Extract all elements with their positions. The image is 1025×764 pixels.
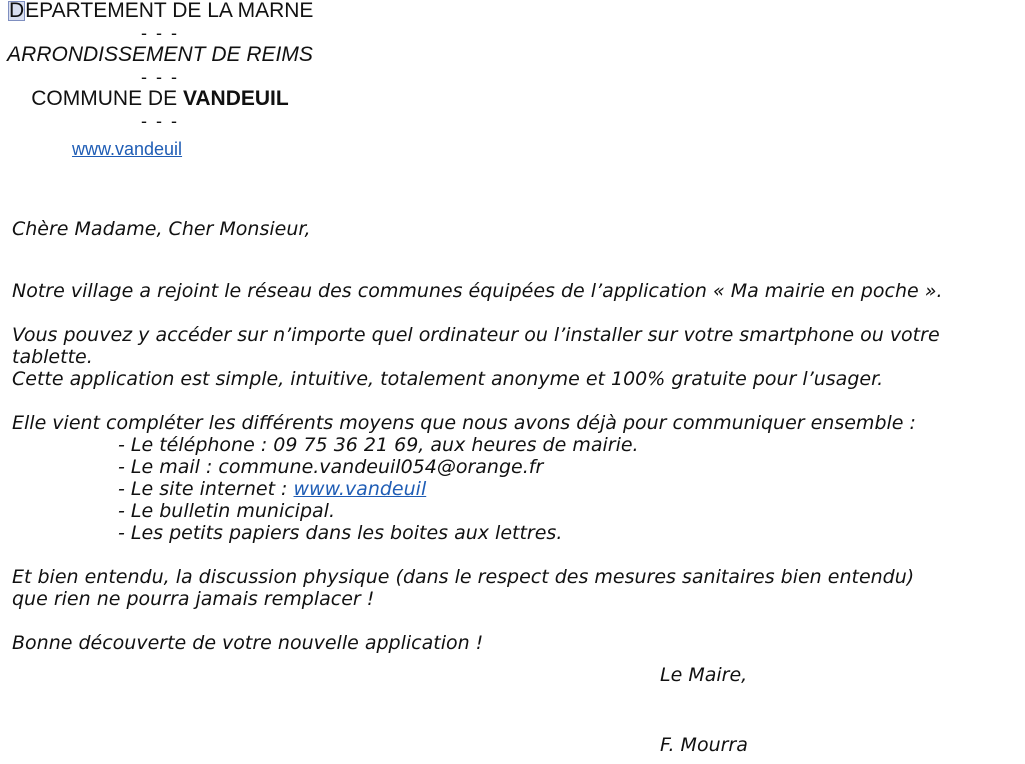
commune-line [0, 88, 320, 110]
text-cursor-selection[interactable]: D [9, 0, 25, 22]
signature-name: F. Mourra [660, 734, 748, 756]
closing-line: Bonne découverte de votre nouvelle application ! [12, 632, 484, 654]
separator-2: - - - [141, 67, 179, 87]
commune-prefix: COMMUNE DE [31, 87, 183, 110]
paragraph-3-text: Elle vient compléter les différents moyens que nous avons déjà pour communiquer ensemble : [12, 412, 916, 434]
separator-1: - - - [141, 23, 179, 43]
greeting: Chère Madame, Cher Monsieur, [12, 218, 311, 240]
arrondissement-line: ARRONDISSEMENT DE REIMS [7, 43, 313, 66]
list-item-website [118, 478, 1012, 500]
letter-body [12, 218, 1012, 654]
paragraph-1: Notre village a rejoint le réseau des communes équipées de l’application « Ma mairie en poche ». [12, 280, 943, 302]
commune-name: VANDEUIL [182, 87, 289, 110]
paragraph-2 [12, 324, 1012, 390]
document-header [0, 0, 320, 159]
paragraph-3 [12, 412, 1012, 544]
paragraph-2-line-1: Vous pouvez y accéder sur n’importe quel ordinateur ou l’installer sur votre smartphone ou votre [12, 324, 940, 346]
paragraph-2-line-3: Cette application est simple, intuitive, totalement anonyme et 100% gratuite pour l’usager. [12, 368, 884, 390]
signature-title: Le Maire, [660, 664, 748, 686]
department-line [0, 0, 320, 22]
list-website-link[interactable]: www.vandeuil [293, 478, 427, 500]
list-item-mail: - Le mail : commune.vandeuil054@orange.fr [118, 456, 544, 478]
website-link[interactable]: www.vandeuil [72, 139, 183, 159]
paragraph-2-line-2: tablette. [12, 346, 93, 368]
list-item-papers: - Les petits papiers dans les boites aux lettres. [118, 522, 563, 544]
list-item-phone: - Le téléphone : 09 75 36 21 69, aux heures de mairie. [118, 434, 639, 456]
paragraph-4-line-1: Et bien entendu, la discussion physique (dans le respect des mesures sanitaires bien entendu) [12, 566, 915, 588]
paragraph-4 [12, 566, 1012, 610]
contact-list [12, 434, 1012, 544]
department-text: EPARTEMENT DE LA MARNE [25, 0, 314, 22]
paragraph-4-line-2: que rien ne pourra jamais remplacer ! [12, 588, 375, 610]
list-item-website-label: - Le site internet : [118, 478, 294, 500]
separator-3: - - - [141, 111, 179, 131]
list-item-bulletin: - Le bulletin municipal. [118, 500, 335, 522]
